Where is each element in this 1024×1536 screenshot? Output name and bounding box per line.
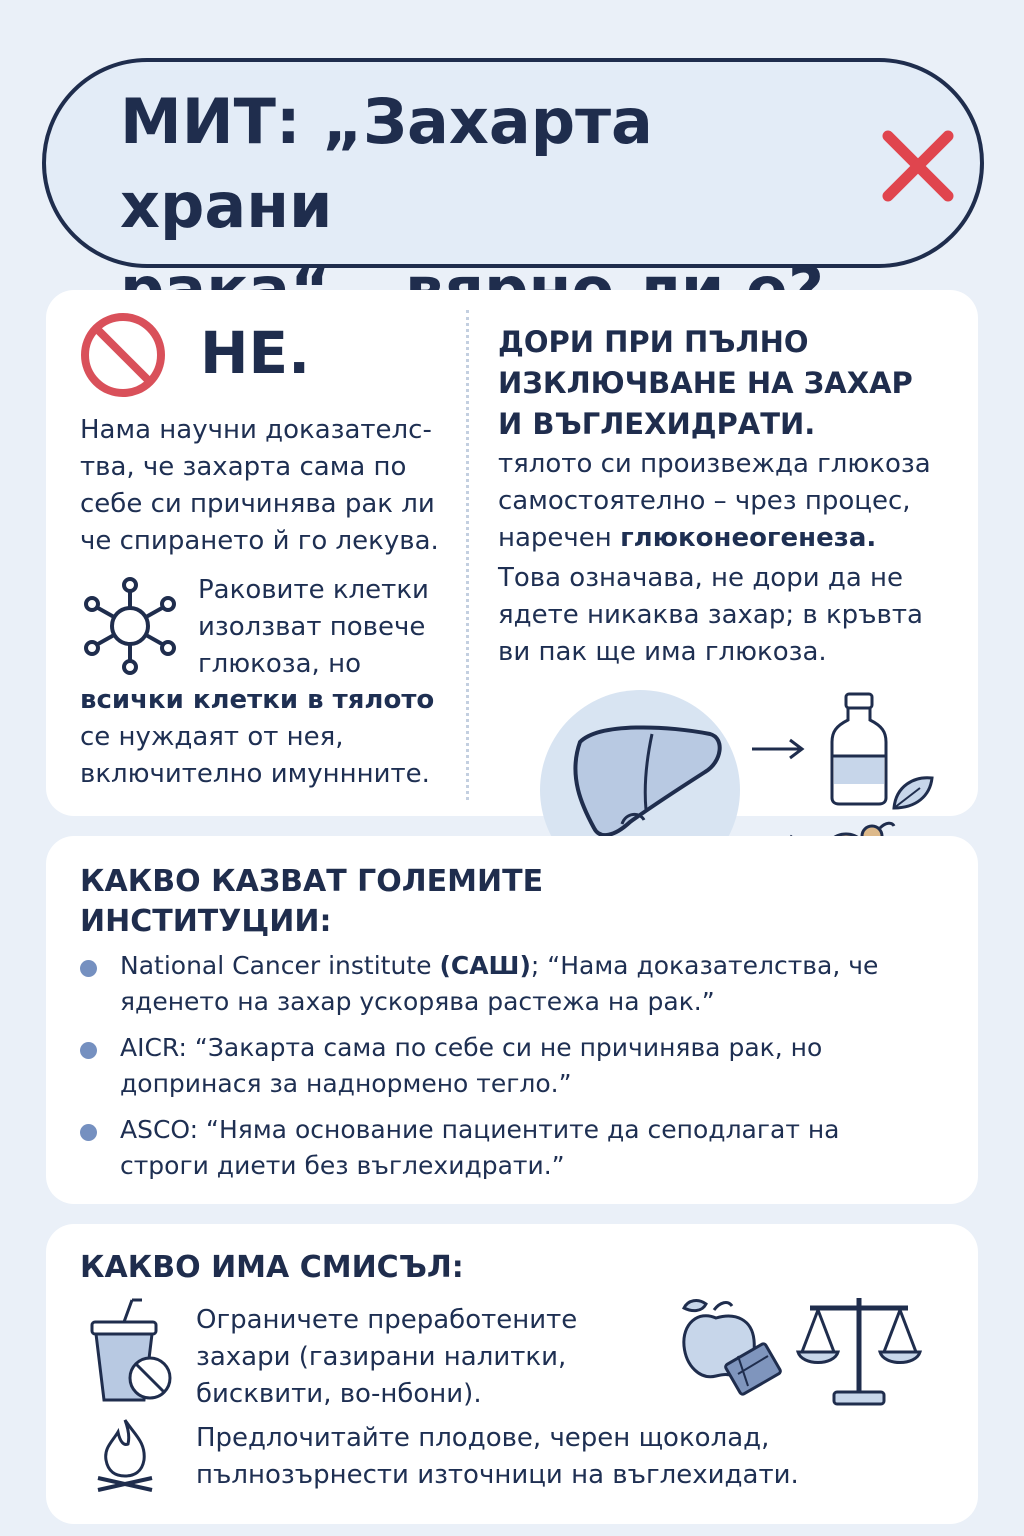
exclusion-heading: ДОРИ ПРИ ПЪЛНО ИЗКЛЮЧВАНЕ НА ЗАХАР И ВЪГЛЕХИДРАТИ.	[498, 325, 913, 441]
bullet-dot	[80, 1124, 97, 1141]
title-banner	[42, 58, 984, 268]
fire-icon	[90, 1414, 160, 1494]
all-cells-text	[80, 682, 460, 793]
bullet-dot	[80, 1042, 97, 1059]
title-line-1: МИТ: „Захарта храни	[120, 85, 653, 242]
gluconeogenesis-start: тялото си произвежда глюкоза самостоятелно – чрез процес, наречен	[498, 449, 931, 553]
arrow-right-icon	[748, 734, 808, 764]
liver-icon	[560, 712, 730, 852]
scale-icon	[794, 1290, 924, 1410]
leaf-icon	[890, 772, 936, 812]
cancer-cells-text: Раковите клетки изолзват повече глюкоза, но	[198, 575, 429, 679]
quote-country: (САШ)	[439, 951, 531, 980]
all-cells-bold: всички клетки в тялото	[80, 685, 435, 715]
no-answer-label: НЕ.	[200, 319, 311, 387]
blood-glucose-text: Това означава, не дори да не ядете никаква захар; в кръвта ви пак ще има глюкоза.	[498, 563, 923, 667]
all-cells-rest: се нуждаят от нея, включително имуннните.	[80, 722, 430, 789]
limit-sugar-text: Ограничете преработените захари (газирани налитки, бисквити, во-нбони).	[196, 1305, 578, 1409]
recommendations-heading: КАКВО ИМА СМИСЪЛ:	[80, 1250, 464, 1285]
quote-source: National Cancer institute	[120, 951, 440, 980]
bottle-icon	[826, 690, 892, 808]
institution-quote: ASCO: “Няма основание пациентите да сеподлагат на строги диети без въглехидрати.”	[120, 1115, 840, 1180]
prohibited-icon	[78, 310, 168, 400]
quote-text: ; “Нама доказателства, че яденето на захар ускорява растежа на рак.”	[120, 951, 879, 1016]
close-x-icon	[878, 126, 958, 206]
gluconeogenesis-bold: глюконеогенеза.	[620, 523, 877, 553]
cup-no-sugar-icon	[86, 1298, 176, 1406]
institution-quote	[120, 948, 880, 1020]
prefer-foods-text: Предлочитайте плодове, черен щоколад, пълнозърнести източници на въглехидати.	[196, 1423, 799, 1490]
institutions-heading: КАКВО КАЗВАТ ГОЛЕМИТЕ ИНСТИТУЦИИ:	[80, 864, 544, 939]
no-evidence-text: Нама научни доказателс-тва, че захарта сама по себе си причинява рак ли че спирането й го лекува.	[80, 415, 439, 556]
cell-icon	[80, 576, 180, 676]
gluconeogenesis-text	[498, 446, 948, 557]
institution-quote: AICR: “Закарта сама по себе си не причинява рак, но допринася за наднормено тегло.”	[120, 1033, 823, 1098]
column-divider	[466, 310, 469, 800]
bullet-dot	[80, 960, 97, 977]
apple-icon	[676, 1290, 786, 1400]
